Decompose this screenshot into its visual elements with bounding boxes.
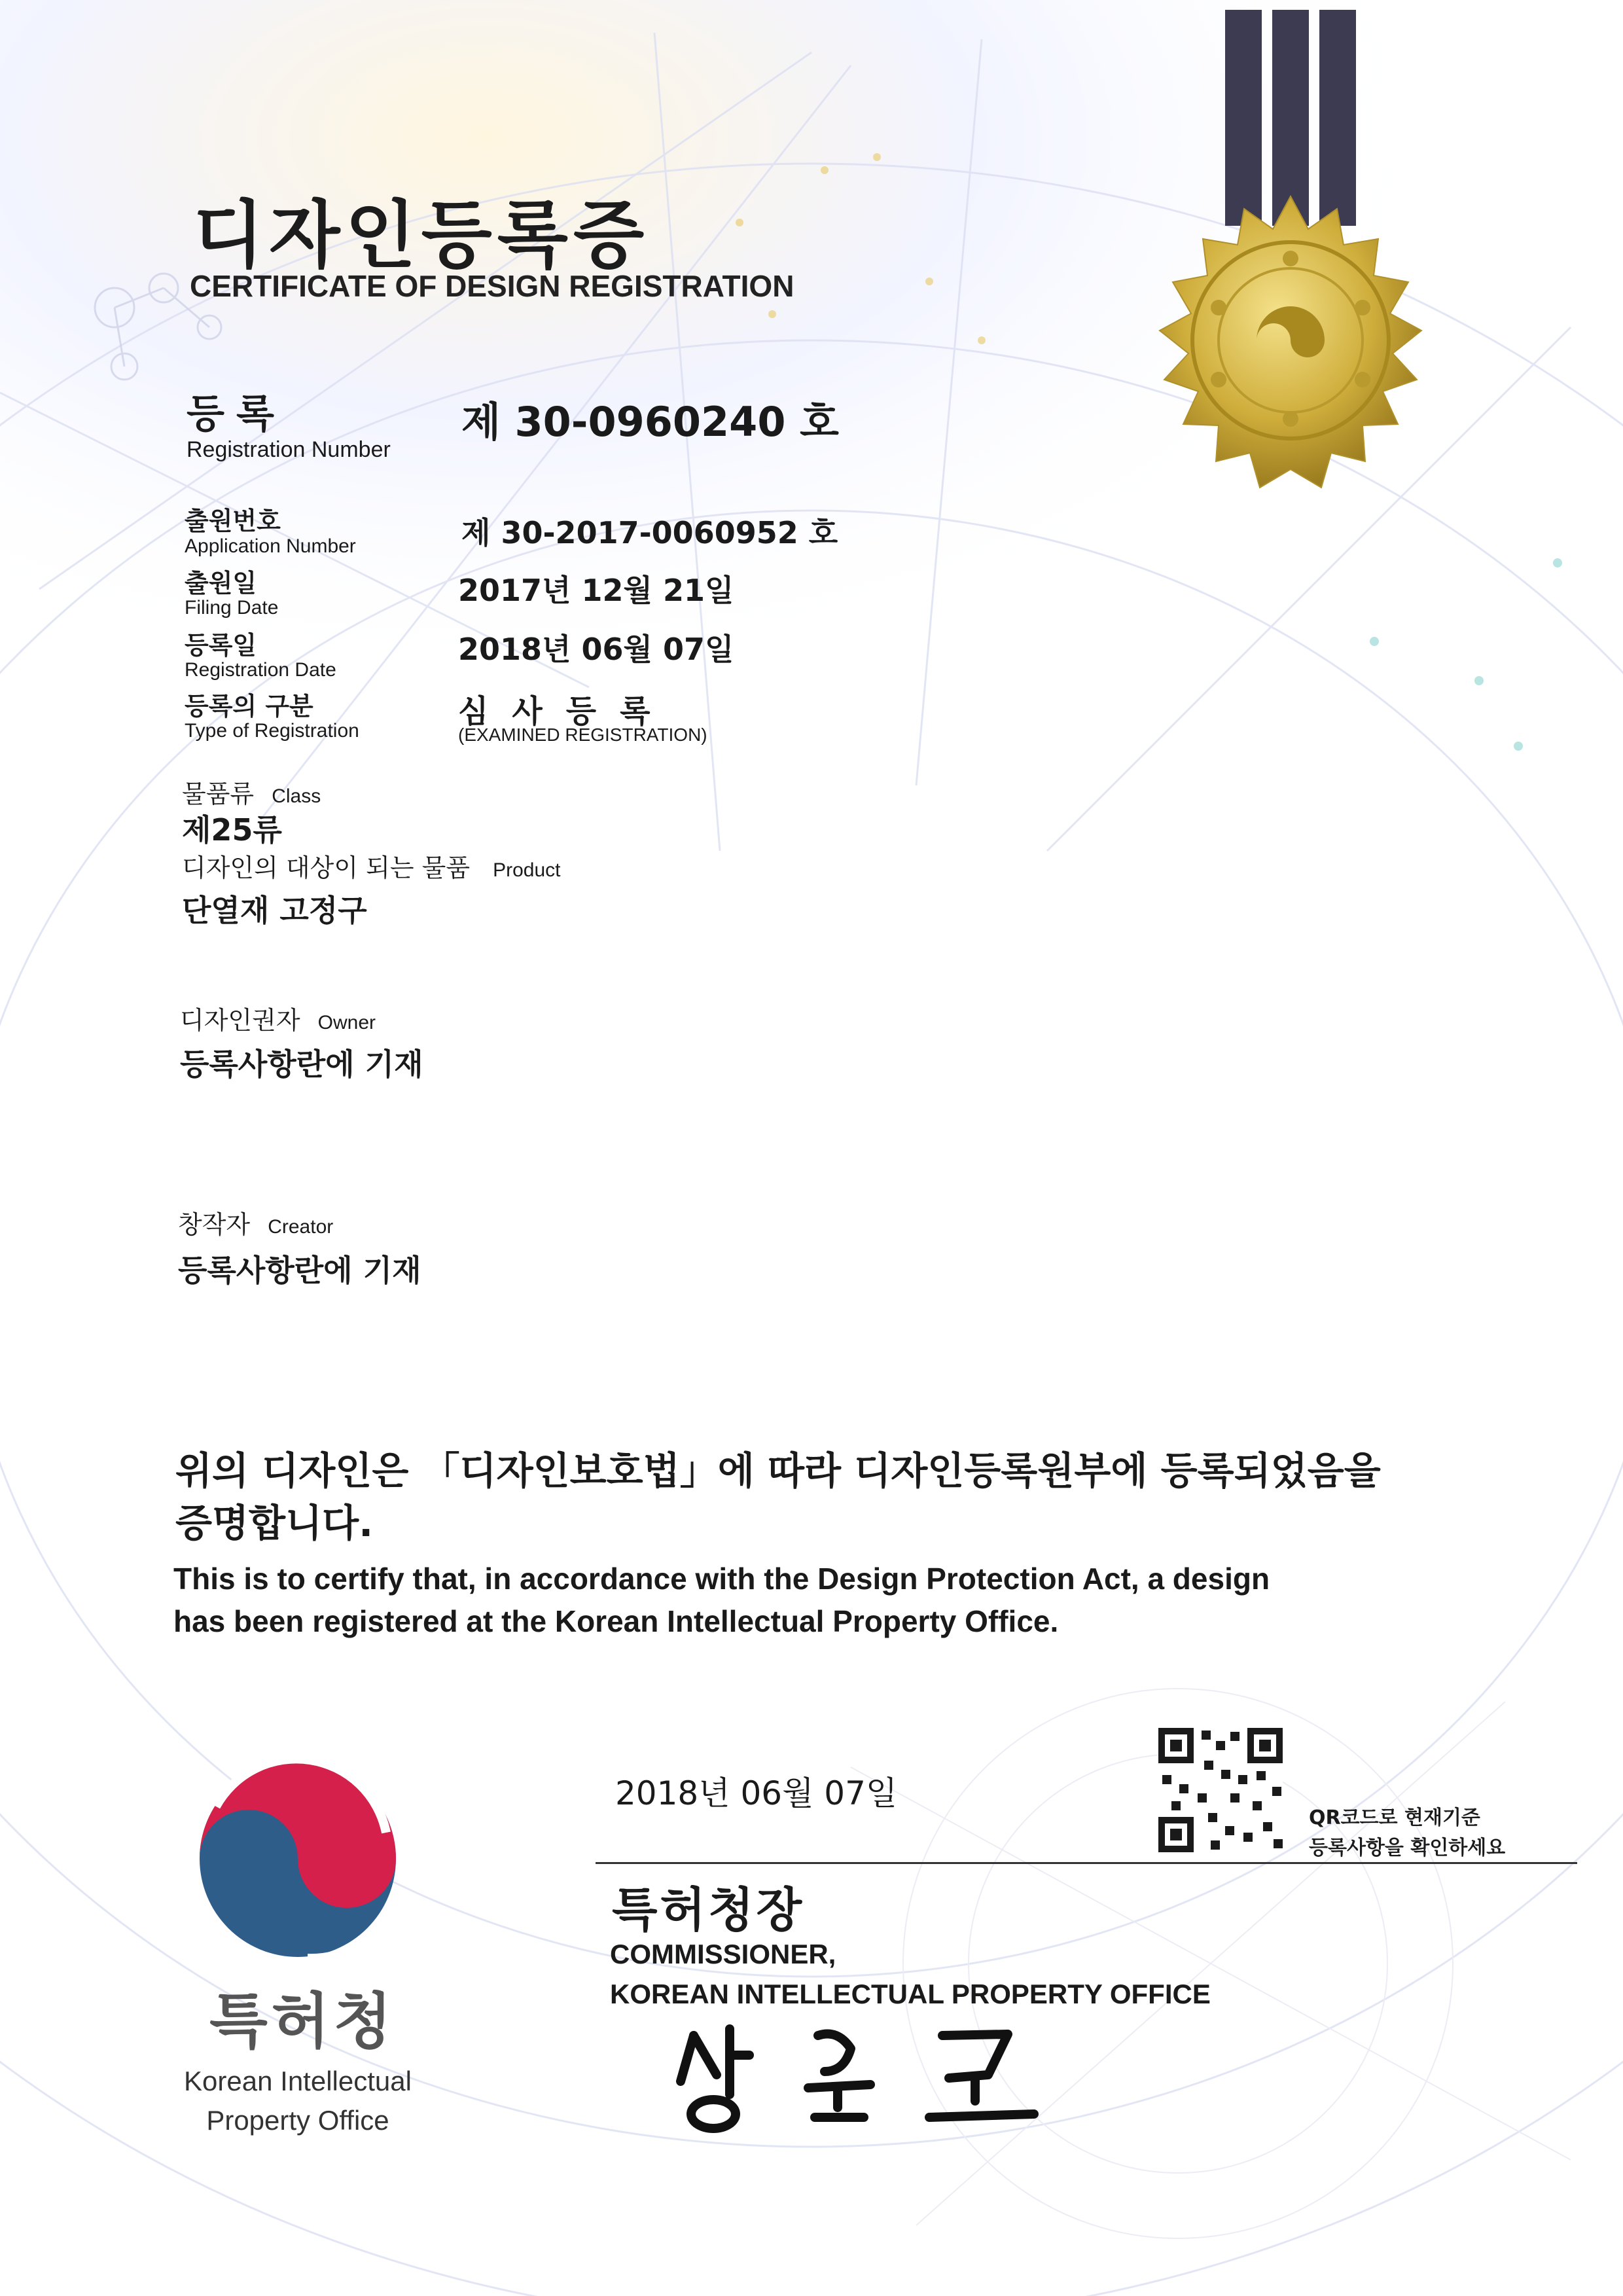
creator-label	[178, 1204, 333, 1240]
certification-en-line2: has been registered at the Korean Intellectual Property Office.	[173, 1604, 1059, 1638]
registration-type-label-kr: 등록의 구분	[185, 692, 313, 721]
qr-note-line1: QR코드로 현재기준	[1309, 1806, 1480, 1829]
owner-label-en: Owner	[317, 1012, 376, 1033]
certificate-title-kr: 디자인등록증	[193, 193, 650, 278]
commissioner-title-en-line2: KOREAN INTELLECTUAL PROPERTY OFFICE	[610, 1979, 1211, 2009]
owner-label	[180, 1000, 376, 1036]
registration-number: 제 30-0960240 호	[461, 398, 839, 446]
creator-label-kr: 창작자	[178, 1210, 251, 1239]
application-label-en: Application Number	[185, 535, 356, 557]
owner-value: 등록사항란에 기재	[180, 1047, 423, 1082]
certification-en-line1: This is to certify that, in accordance with the Design Protection Act, a design	[173, 1562, 1270, 1596]
filing-date: 2017년 12월 21일	[458, 573, 734, 608]
certificate-title-en: CERTIFICATE OF DESIGN REGISTRATION	[190, 269, 794, 303]
creator-value: 등록사항란에 기재	[178, 1253, 421, 1288]
filing-date-label-kr: 출원일	[185, 569, 257, 598]
certification-kr-line2: 증명합니다.	[175, 1501, 374, 1545]
registration-type-label-en: Type of Registration	[185, 720, 359, 742]
creator-label-en: Creator	[268, 1216, 334, 1238]
kipo-name-en	[157, 2062, 438, 2140]
class-label-en: Class	[272, 785, 321, 807]
qr-note	[1309, 1803, 1505, 1863]
product-label-en: Product	[493, 859, 561, 881]
commissioner-title-kr: 특허청장	[612, 1882, 805, 1937]
registration-type-value-en: (EXAMINED REGISTRATION)	[458, 725, 707, 745]
application-number: 제 30-2017-0060952 호	[461, 515, 838, 550]
qr-note-line2: 등록사항을 확인하세요	[1309, 1837, 1506, 1859]
commissioner-title-en-line1: COMMISSIONER,	[610, 1939, 836, 1969]
product-label-kr: 디자인의 대상이 되는 물품	[182, 853, 471, 882]
kipo-name-kr: 특허청	[209, 1986, 396, 2056]
filing-date-label-en: Filing Date	[185, 597, 279, 619]
registration-type-value-kr: 심사등록	[458, 693, 674, 730]
kipo-logo-icon	[200, 1759, 396, 1957]
registration-date: 2018년 06월 07일	[458, 632, 734, 667]
registration-label-kr: 등록	[187, 391, 286, 437]
footer-rule	[596, 1862, 1577, 1864]
registration-date-label-en: Registration Date	[185, 659, 336, 681]
certification-kr-line1: 위의 디자인은 「디자인보호법」에 따라 디자인등록원부에 등록되었음을	[175, 1448, 1381, 1493]
registration-date-label-kr: 등록일	[185, 631, 257, 660]
kipo-name-en-line2: Property Office	[206, 2105, 389, 2136]
product-label	[182, 848, 561, 884]
class-value: 제25류	[182, 812, 282, 848]
registration-label-en: Registration Number	[187, 437, 391, 462]
issue-date: 2018년 06월 07일	[615, 1774, 898, 1812]
qr-code-icon	[1158, 1728, 1283, 1852]
commissioner-signature	[668, 2009, 1060, 2140]
kipo-name-en-line1: Korean Intellectual	[184, 2066, 412, 2096]
seal-ribbon	[1225, 10, 1356, 226]
owner-label-kr: 디자인권자	[180, 1006, 300, 1035]
class-label	[182, 774, 321, 810]
class-label-kr: 물품류	[182, 780, 255, 808]
application-label-kr: 출원번호	[185, 507, 281, 535]
product-value: 단열재 고정구	[182, 893, 367, 928]
